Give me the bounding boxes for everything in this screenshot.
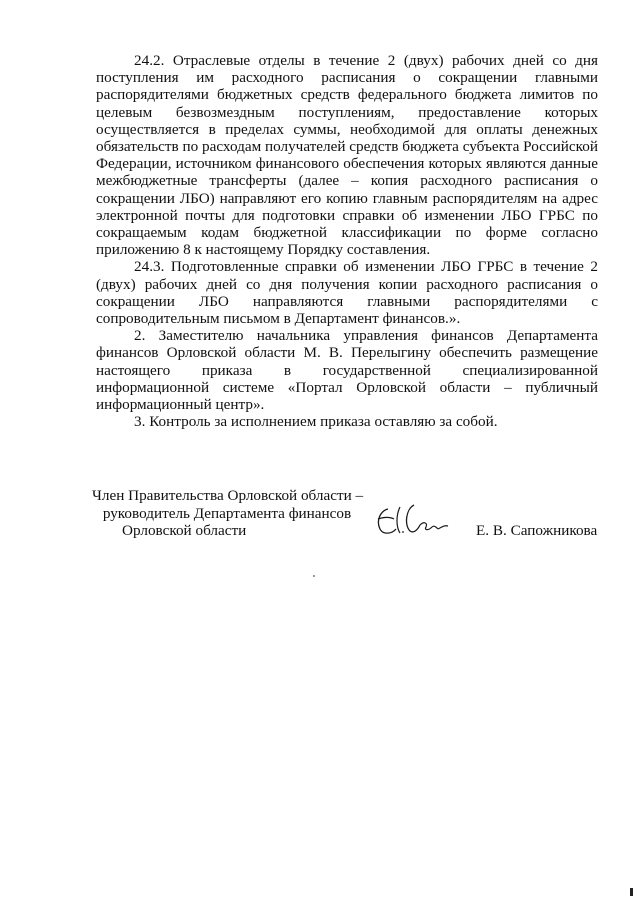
order-body <box>96 52 598 430</box>
handwritten-signature <box>370 499 460 539</box>
signer-name: Е. В. Сапожникова <box>476 522 598 539</box>
scan-speck <box>313 575 315 577</box>
paragraph-24-3: 24.3. Подготовленные справки об изменении ЛБО ГРБС в течение 2 (двух) рабочих дней со дня получения копии расходного расписания о сокращении ЛБО направляются главными распорядителями с сопроводительным письмом в Департамент финансов.». <box>96 258 598 328</box>
signature-block <box>92 487 602 557</box>
signer-position <box>92 487 362 540</box>
scan-corner-mark <box>630 888 633 896</box>
signer-position-line: руководитель Департамента финансов <box>102 504 352 522</box>
paragraph-3: 3. Контроль за исполнением приказа оставляю за собой. <box>134 413 498 431</box>
signer-position-line: Орловской области <box>122 522 247 539</box>
paragraph-24-2: 24.2. Отраслевые отделы в течение 2 (двух) рабочих дней со дня поступления им расходного расписания о сокращении главными распорядителями бюджетных средств федерального бюджета лимитов по целевым безвозмездным поступлениям, предоставление которых осуществляется в пределах суммы, необходимой для оплаты денежных обязательств по расходам получателей средств бюджета субъекта Российской Федерации, источником финансового обеспечения которых являются данные межбюджетные трансферты (далее – копия расходного расписания о сокращении ЛБО) направляют его копию главным распорядителям на адрес электронной почты для подготовки справки об изменении ЛБО ГРБС по сокращаемым кодам бюджетной классификации по форме согласно приложению 8 к настоящему Порядку составления. <box>96 52 598 259</box>
signer-position-line: Член Правительства Орловской области – <box>92 487 364 504</box>
paragraph-2: 2. Заместителю начальника управления финансов Департамента финансов Орловской области М. В. Перелыгину обеспечить размещение настоящего приказа в государственной специализированной информационной системе «Портал Орловской области – публичный информационный центр». <box>96 327 598 414</box>
